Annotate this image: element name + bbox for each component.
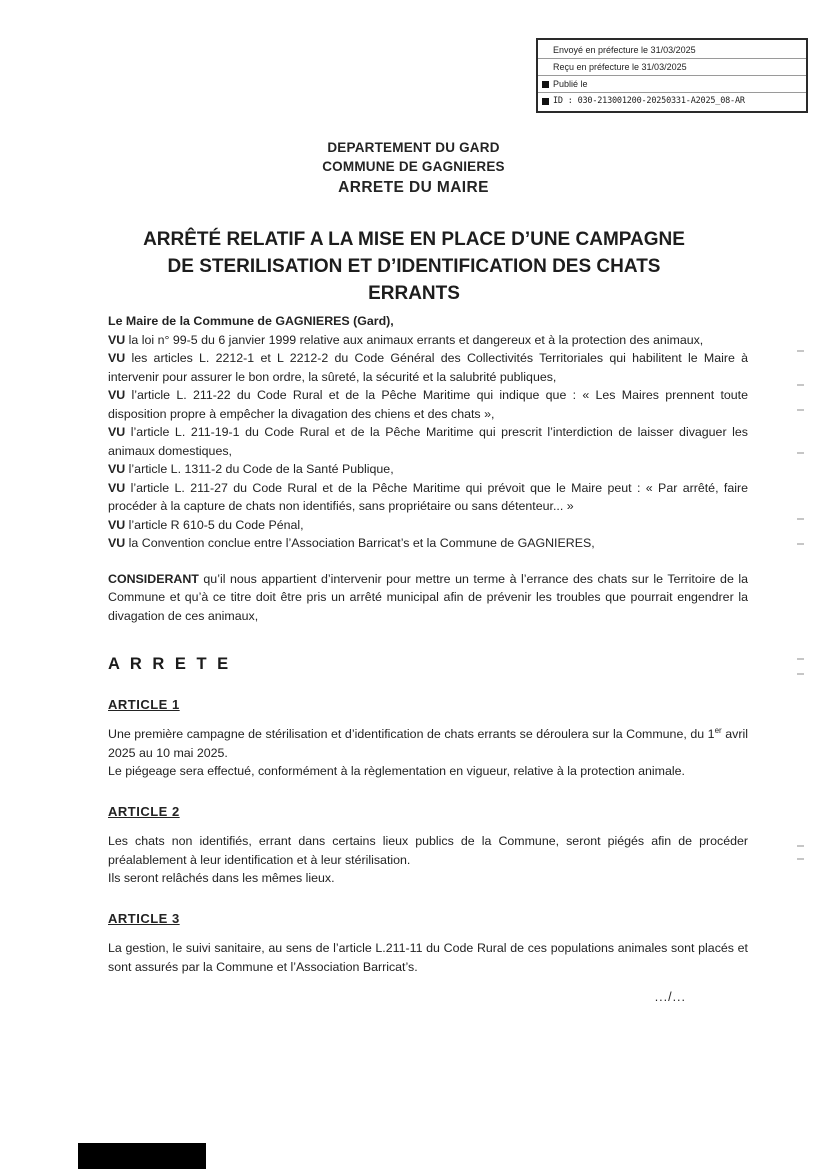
article-1-paragraph-2: Le piégeage sera effectué, conformément à la règlementation en vigueur, relative à la protection animale. — [108, 764, 685, 778]
article-2 — [108, 803, 748, 888]
stamp-line-received — [538, 59, 806, 76]
article-1-paragraph-1: Une première campagne de stérilisation et d’identification de chats errants se déroulera sur la Commune, du 1er avril 2025 au 10 mai 2025. — [108, 725, 748, 760]
article-3 — [108, 910, 748, 977]
vu-label: VU — [108, 332, 126, 347]
stamp-logo-icon — [542, 81, 549, 88]
considerant-clause: CONSIDERANT qu’il nous appartient d’intervenir pour mettre un terme à l’errance des chats sur le Territoire de la Commune et qu’à ce titre doit être pris un arrêté municipal afin de prévenir les troubles que pourrait engendrer la divagation de ces animaux, — [108, 571, 748, 623]
page-continuation-mark: .../... — [654, 990, 686, 1004]
title-line-1: ARRÊTÉ RELATIF A LA MISE EN PLACE D’UNE CAMPAGNE — [143, 229, 685, 250]
stamp-published-text: Publié le — [553, 78, 588, 89]
document-title — [68, 226, 760, 307]
vu-label: VU — [108, 425, 126, 439]
stamp-sent-text: Envoyé en préfecture le 31/03/2025 — [553, 44, 696, 55]
scan-artifact-mark — [797, 858, 804, 860]
scan-artifact-mark — [797, 658, 804, 660]
department-name: DEPARTEMENT DU GARD — [327, 140, 500, 155]
stamp-line-id — [538, 93, 806, 109]
article-2-paragraph-2: Ils seront relâchés dans les mêmes lieux. — [108, 871, 335, 885]
prefecture-stamp — [536, 38, 808, 113]
article-3-paragraph-1: La gestion, le suivi sanitaire, au sens de l’article L.211-11 du Code Rural de ces populations animales sont placés et sont assurés par la Commune et l’Association Barricat’s. — [108, 941, 748, 974]
vu-clause-3: VU l’article L. 211-22 du Code Rural et de la Pêche Maritime qui indique que : « Les Maires prennent toute disposition propre à empêcher la divagation des chiens et des chats », — [108, 388, 748, 421]
article-1-heading: ARTICLE 1 — [108, 696, 180, 712]
document-body — [108, 312, 748, 1007]
commune-name: COMMUNE DE GAGNIERES — [322, 159, 505, 174]
superscript-er: er — [714, 725, 722, 735]
scan-artifact-mark — [797, 543, 804, 545]
scan-artifact-mark — [797, 350, 804, 352]
stamp-id-text: ID : 030-213001200-20250331-A2025_08-AR — [553, 95, 745, 106]
article-1 — [108, 696, 748, 781]
scan-artifact-mark — [797, 384, 804, 386]
vu-label: VU — [108, 388, 126, 402]
arrete-heading: A R R E T E — [108, 655, 232, 673]
article-2-paragraph-1: Les chats non identifiés, errant dans certains lieux publics de la Commune, seront piégés afin de procéder préalablement à leur identification et à leur stérilisation. — [108, 834, 748, 867]
vu-clause-1: VU la loi n° 99-5 du 6 janvier 1999 relative aux animaux errants et dangereux et à la protection des animaux, — [108, 332, 704, 347]
scan-artifact-mark — [797, 845, 804, 847]
document-header — [0, 138, 827, 197]
vu-clause-8: VU la Convention conclue entre l’Association Barricat’s et la Commune de GAGNIERES, — [108, 536, 595, 550]
title-line-2: DE STERILISATION ET D’IDENTIFICATION DES CHATS — [167, 256, 661, 277]
vu-clause-2: VU les articles L. 2212-1 et L 2212-2 du Code Général des Collectivités Territoriales qui habilitent le Maire à intervenir pour assurer le bon ordre, la sûreté, la sécurité et la salubrité publiques, — [108, 351, 748, 384]
scan-artifact-bar — [78, 1143, 206, 1169]
scan-artifact-mark — [797, 518, 804, 520]
stamp-received-text: Reçu en préfecture le 31/03/2025 — [553, 61, 687, 72]
document-type: ARRETE DU MAIRE — [338, 179, 489, 196]
article-2-heading: ARTICLE 2 — [108, 803, 180, 819]
vu-clause-4: VU l’article L. 211-19-1 du Code Rural et de la Pêche Maritime qui prescrit l’interdiction de laisser divaguer les animaux domestiques, — [108, 425, 748, 458]
vu-clause-6: VU l’article L. 211-27 du Code Rural et de la Pêche Maritime qui prévoit que le Maire peut : « Par arrêté, faire procéder à la capture de chats non identifiés, sans propriétaire ou sans détenteur... » — [108, 480, 748, 513]
scan-artifact-mark — [797, 673, 804, 675]
vu-label: VU — [108, 351, 126, 365]
vu-label: VU — [108, 517, 126, 532]
title-line-3: ERRANTS — [368, 283, 460, 304]
stamp-line-sent — [538, 42, 806, 59]
vu-clause-7: VU l’article R 610-5 du Code Pénal, — [108, 517, 304, 532]
vu-label: VU — [108, 462, 126, 476]
vu-label: VU — [108, 480, 126, 495]
article-3-heading: ARTICLE 3 — [108, 910, 180, 926]
vu-clause-5: VU l’article L. 1311-2 du Code de la Santé Publique, — [108, 462, 394, 476]
considerant-label: CONSIDERANT — [108, 571, 199, 586]
preamble-intro: Le Maire de la Commune de GAGNIERES (Gard), — [108, 314, 394, 328]
scan-artifact-mark — [797, 409, 804, 411]
stamp-line-published — [538, 76, 806, 93]
scan-artifact-mark — [797, 452, 804, 454]
vu-label: VU — [108, 536, 126, 550]
stamp-logo-icon — [542, 98, 549, 105]
